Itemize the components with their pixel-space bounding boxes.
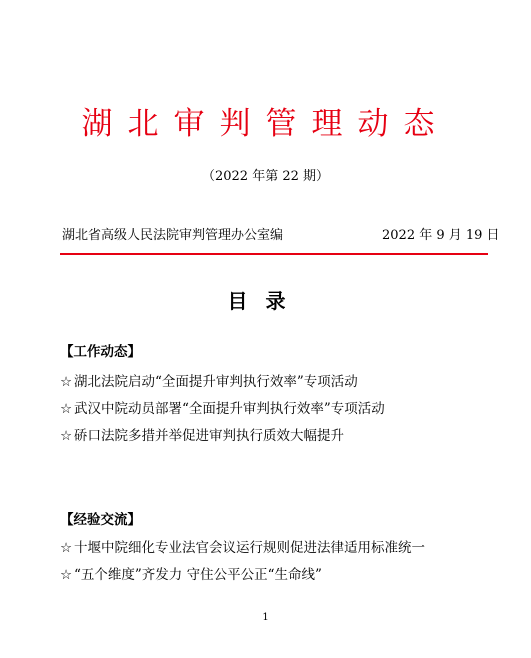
star-icon: ☆	[60, 401, 73, 417]
toc-entry[interactable]	[60, 539, 425, 557]
toc-entry-label: 硚口法院多措并举促进审判执行质效大幅提升	[74, 428, 344, 444]
star-icon: ☆	[60, 374, 73, 390]
toc-entry-label: 武汉中院动员部署“全面提升审判执行效率”专项活动	[74, 401, 385, 417]
toc-entry-label: 十堰中院细化专业法官会议运行规则促进法律适用标准统一	[74, 540, 425, 556]
red-divider	[60, 253, 488, 255]
issue-number: （2022 年第 22 期）	[201, 169, 330, 184]
toc-title: 目录	[227, 289, 304, 313]
toc-entry-label: “五个维度”齐发力 守住公平公正“生命线”	[74, 567, 322, 583]
star-icon: ☆	[60, 428, 73, 444]
editor-line: 湖北省高级人民法院审判管理办公室编	[62, 228, 284, 243]
toc-entry[interactable]	[60, 373, 358, 391]
publish-date: 2022 年 9 月 19 日	[382, 228, 500, 243]
section-heading-experience-exchange: 【经验交流】	[60, 512, 141, 528]
page-number: 1	[262, 612, 269, 623]
star-icon: ☆	[60, 540, 73, 556]
section-heading-work-news: 【工作动态】	[60, 344, 141, 360]
star-icon: ☆	[60, 567, 73, 583]
toc-entry[interactable]	[60, 566, 322, 584]
toc-entry[interactable]	[60, 427, 344, 445]
toc-entry[interactable]	[60, 400, 385, 418]
masthead-title: 湖北审判管理动态	[81, 106, 450, 142]
toc-entry-label: 湖北法院启动“全面提升审判执行效率”专项活动	[74, 374, 358, 390]
